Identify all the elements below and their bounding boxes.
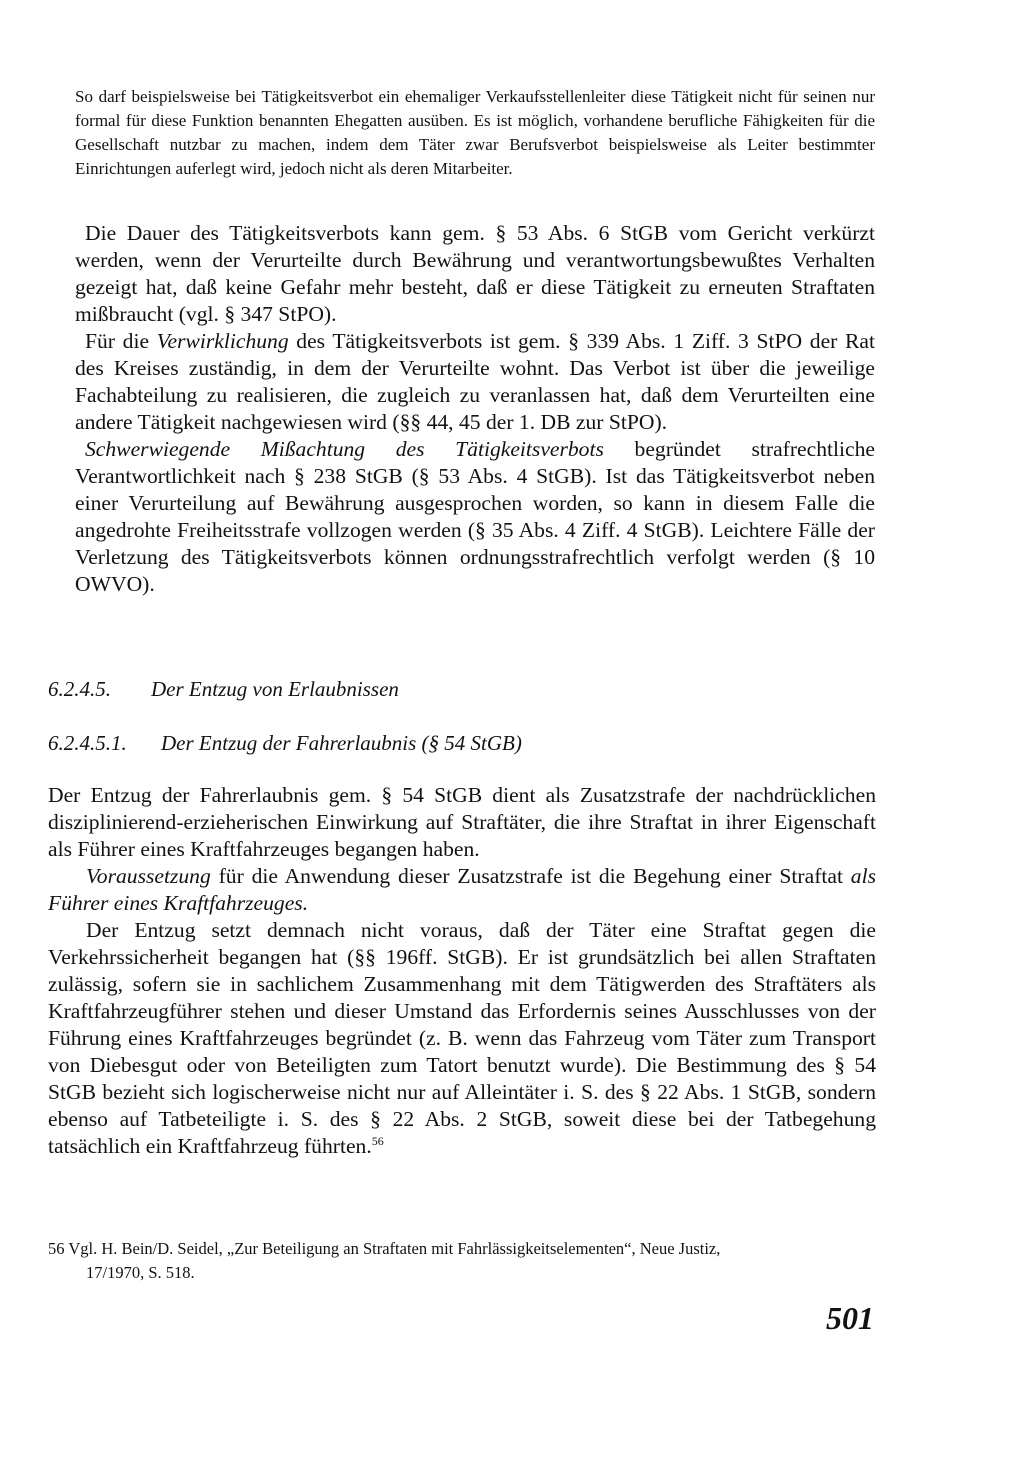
- subsection-number: 6.2.4.5.1.: [48, 731, 127, 755]
- example-note-text: So darf beispielsweise bei Tätigkeitsverbot ein ehemaliger Verkaufsstellenleiter diese Tätigkeit nicht für seinen nur formal für diese Funktion benannten Ehegatten ausüben. Es ist möglich, vorhandene berufliche Fähigkeiten für die Gesellschaft nutzbar zu machen, indem dem Täter zwar Berufsverbot beispielsweise als Leiter bestimmter Einrichtungen auferlegt wird, jedoch nicht als deren Mitarbeiter.: [75, 87, 875, 178]
- footnote-56: [48, 1237, 888, 1285]
- paragraph-realization-post: des Tätigkeitsverbots ist gem. § 339 Abs. 1 Ziff. 3 StPO der Rat des Kreises zuständig, in dem der Verurteilte wohnt. Das Verbot ist über die jeweilige Fachabteilung zu realisieren, die zugleich zu veranlassen hat, daß dem Verurteilten eine andere Tätigkeit nachgewiesen wird (§§ 44, 45 der 1. DB zur StPO).: [75, 329, 875, 434]
- footnote-line-1: 56 Vgl. H. Bein/D. Seidel, „Zur Beteiligung an Straftaten mit Fahrlässigkeitselementen“, Neue Justiz,: [48, 1239, 721, 1258]
- section-heading-6-2-4-5: [48, 676, 399, 702]
- paragraph-scope-text: Der Entzug setzt demnach nicht voraus, daß der Täter eine Straftat gegen die Verkehrssicherheit begangen hat (§§ 196ff. StGB). Er ist grundsätzlich bei allen Straftaten zulässig, sofern sie in sachlichem Zusammenhang mit dem Tätigwerden des Straftäters als Kraftfahrzeugführer stehen und dieser Umstand das Erfordernis seines Ausschlusses von der Führung eines Kraftfahrzeuges begründet (z. B. wenn das Fahrzeug vom Täter zum Transport von Diebesgut oder von Beteiligten zum Tatort benutzt wurde). Die Bestimmung des § 54 StGB bezieht sich logischerweise nicht nur auf Alleintäter i. S. des § 22 Abs. 1 StGB, sondern ebenso auf Tatbeteiligte i. S. des § 22 Abs. 2 StGB, soweit diese bei der Tatbegehung tatsächlich ein Kraftfahrzeug führten.: [48, 918, 876, 1158]
- paragraph-realization-pre: Für die: [85, 329, 157, 353]
- paragraph-violation-post: begründet strafrechtliche Verantwortlichkeit nach § 238 StGB (§ 53 Abs. 4 StGB). Ist das Tätigkeitsverbot neben einer Verurteilung auf Bewährung ausgesprochen worden, so kann in diesem Falle die angedrohte Freiheitsstrafe vollzogen werden (§ 35 Abs. 4 Ziff. 4 StGB). Leichtere Fälle der Verletzung des Tätigkeitsverbots können ordnungsstrafrechtlich verfolgt werden (§ 10 OWVO).: [75, 437, 875, 596]
- example-note-block: [75, 85, 875, 181]
- footnote-reference: 56: [371, 1133, 384, 1148]
- section-title: Der Entzug von Erlaubnissen: [151, 677, 399, 701]
- footnote-line-2: 17/1970, S. 518.: [86, 1263, 195, 1282]
- section-number: 6.2.4.5.: [48, 677, 111, 701]
- paragraph-realization: [75, 328, 875, 436]
- license-text-block: [48, 782, 876, 1160]
- paragraph-prerequisite-emphasis-2: als Führer eines Kraftfahrzeuges.: [48, 864, 876, 915]
- paragraph-realization-emphasis: Verwirklichung: [156, 329, 289, 353]
- main-text-block: [75, 220, 875, 598]
- paragraph-violation-emphasis: Schwerwiegende Mißachtung des Tätigkeitsverbots: [85, 437, 604, 461]
- paragraph-prerequisite: [48, 863, 876, 917]
- paragraph-duration: Die Dauer des Tätigkeitsverbots kann gem. § 53 Abs. 6 StGB vom Gericht verkürzt werden, wenn der Verurteilte durch Bewährung und verantwortungsbewußtes Verhalten gezeigt hat, daß keine Gefahr mehr besteht, daß er diese Tätigkeit zu erneuten Straftaten mißbraucht (vgl. § 347 StPO).: [75, 221, 875, 326]
- page-number: 501: [826, 1300, 874, 1336]
- paragraph-license-purpose: Der Entzug der Fahrerlaubnis gem. § 54 StGB dient als Zusatzstrafe der nachdrücklichen disziplinierend-erzieherischen Einwirkung auf Straftäter, die ihre Straftat in ihrer Eigenschaft als Führer eines Kraftfahrzeuges begangen haben.: [48, 783, 876, 861]
- paragraph-prerequisite-mid: für die Anwendung dieser Zusatzstrafe ist die Begehung einer Straftat: [210, 864, 851, 888]
- paragraph-scope: [48, 917, 876, 1160]
- subsection-title: Der Entzug der Fahrerlaubnis (§ 54 StGB): [161, 731, 522, 755]
- paragraph-prerequisite-emphasis-1: Voraussetzung: [86, 864, 211, 888]
- paragraph-violation: [75, 436, 875, 598]
- section-heading-6-2-4-5-1: [48, 730, 522, 756]
